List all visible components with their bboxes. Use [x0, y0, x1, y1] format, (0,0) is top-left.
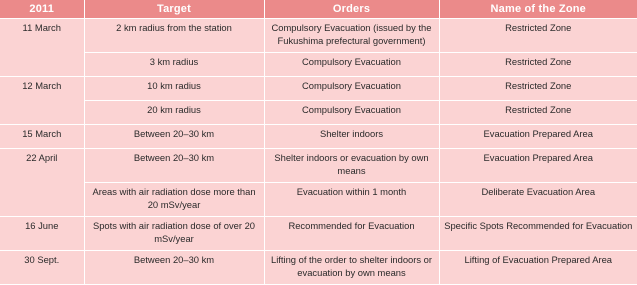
table-row — [0, 251, 637, 285]
zone-cell: Restricted Zone — [439, 19, 637, 53]
target-cell: 10 km radius — [84, 77, 264, 101]
date-cell: 11 March — [0, 19, 84, 77]
date-cell: 22 April — [0, 149, 84, 217]
table-row — [0, 19, 637, 53]
target-cell: Between 20–30 km — [84, 251, 264, 285]
orders-cell: Compulsory Evacuation — [264, 77, 439, 101]
table-body — [0, 19, 637, 285]
orders-cell: Compulsory Evacuation — [264, 101, 439, 125]
date-cell: 12 March — [0, 77, 84, 125]
target-cell: Between 20–30 km — [84, 149, 264, 183]
target-cell: Between 20–30 km — [84, 125, 264, 149]
table-row — [0, 77, 637, 101]
header-row — [0, 0, 637, 19]
table-row — [0, 101, 637, 125]
table-row — [0, 217, 637, 251]
zone-cell: Restricted Zone — [439, 53, 637, 77]
header-target: Target — [84, 0, 264, 19]
date-cell: 16 June — [0, 217, 84, 251]
table-row — [0, 149, 637, 183]
zone-cell: Evacuation Prepared Area — [439, 149, 637, 183]
target-cell: Spots with air radiation dose of over 20 mSv/year — [84, 217, 264, 251]
table-row — [0, 125, 637, 149]
target-cell: 2 km radius from the station — [84, 19, 264, 53]
zone-cell: Lifting of Evacuation Prepared Area — [439, 251, 637, 285]
date-cell: 30 Sept. — [0, 251, 84, 285]
zone-cell: Restricted Zone — [439, 101, 637, 125]
orders-cell: Shelter indoors or evacuation by own means — [264, 149, 439, 183]
header-zone-name: Name of the Zone — [439, 0, 637, 19]
target-cell: Areas with air radiation dose more than 20 mSv/year — [84, 183, 264, 217]
header-orders: Orders — [264, 0, 439, 19]
zone-cell: Restricted Zone — [439, 77, 637, 101]
header-year: 2011 — [0, 0, 84, 19]
orders-cell: Recommended for Evacuation — [264, 217, 439, 251]
orders-cell: Compulsory Evacuation — [264, 53, 439, 77]
date-cell: 15 March — [0, 125, 84, 149]
table-header — [0, 0, 637, 19]
zone-cell: Evacuation Prepared Area — [439, 125, 637, 149]
table-row — [0, 53, 637, 77]
target-cell: 3 km radius — [84, 53, 264, 77]
orders-cell: Compulsory Evacuation (issued by the Fukushima prefectural government) — [264, 19, 439, 53]
target-cell: 20 km radius — [84, 101, 264, 125]
zone-cell: Specific Spots Recommended for Evacuation — [439, 217, 637, 251]
orders-cell: Shelter indoors — [264, 125, 439, 149]
orders-cell: Lifting of the order to shelter indoors or evacuation by own means — [264, 251, 439, 285]
zone-cell: Deliberate Evacuation Area — [439, 183, 637, 217]
table-row — [0, 183, 637, 217]
orders-cell: Evacuation within 1 month — [264, 183, 439, 217]
